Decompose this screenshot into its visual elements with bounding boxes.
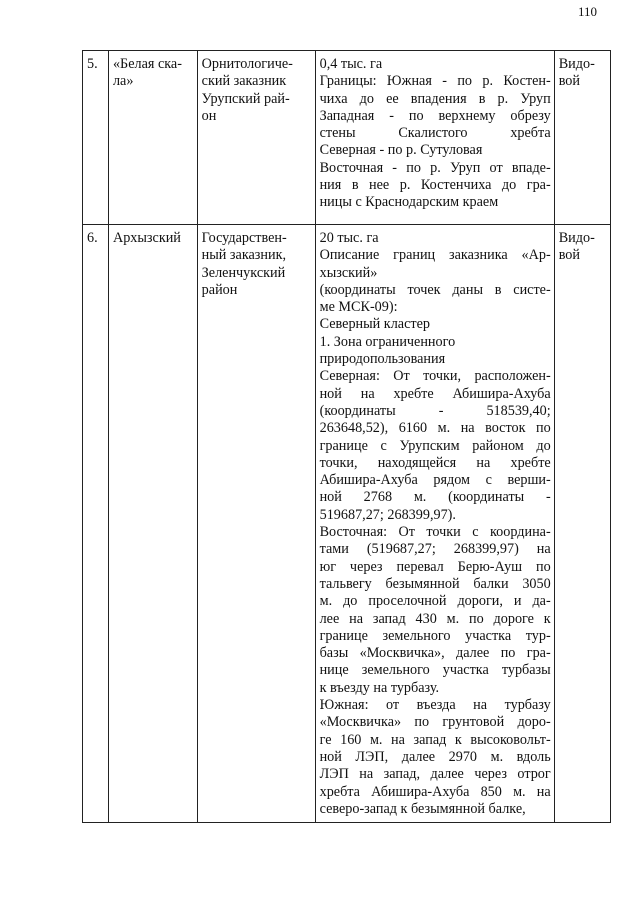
- description-line: ной 2768 м. (координаты -: [319, 489, 551, 506]
- row-number-cell: [83, 225, 109, 823]
- description-line: лее на запад 430 м. по дороге к: [319, 610, 551, 627]
- description-line: базы «Москвичка», далее по гра-: [319, 645, 551, 662]
- description-line: ге 160 м. на запад к высоковольт-: [319, 731, 551, 748]
- type-line: ный заказник,: [201, 247, 287, 264]
- description-line: Восточная - по р. Уруп от впаде-: [319, 159, 551, 176]
- name-line: Архызский: [112, 230, 181, 246]
- description-line: Границы: Южная - по р. Костен-: [319, 73, 551, 90]
- description-cell: [315, 51, 554, 225]
- description-line: Северная - по р. Сутуловая: [319, 142, 483, 159]
- description-line: стены Скалистого хребта: [319, 125, 551, 142]
- name-line: «Белая ска-: [112, 56, 182, 72]
- description-line: 519687,27; 268399,97).: [319, 506, 456, 523]
- type-line: Зеленчукский: [201, 264, 286, 281]
- significance-line: вой: [558, 247, 580, 264]
- type-line: ский заказник: [201, 73, 287, 90]
- description-line: Абишира-Ахуба рядом с верши-: [319, 472, 551, 489]
- description-line: 263648,52), 6160 м. на восток по: [319, 420, 551, 437]
- significance-line: Видо-: [558, 56, 595, 72]
- description-line: тальвегу безымянной балки 3050: [319, 575, 551, 592]
- description-line: хребта Абишира-Ахуба 850 м. на: [319, 783, 551, 800]
- type-line: Государствен-: [201, 230, 287, 246]
- description-line: границе с Урупским районом до: [319, 437, 551, 454]
- description-line: тами (519687,27; 268399,97) на: [319, 541, 551, 558]
- reserve-type-cell: [197, 51, 315, 225]
- name-line: ла»: [112, 73, 134, 90]
- description-line: м. до проселочной дороги, и да-: [319, 593, 551, 610]
- description-line: Описание границ заказника «Ар-: [319, 247, 551, 264]
- type-line: он: [201, 107, 217, 124]
- row-number-cell: [83, 51, 109, 225]
- description-line: юг через перевал Берю-Ауш по: [319, 558, 551, 575]
- type-line: Урупский рай-: [201, 90, 290, 107]
- description-line: нице земельного участка турбазы: [319, 662, 551, 679]
- description-line: северо-запад к безымянной балке,: [319, 800, 526, 817]
- description-line: 1. Зона ограниченного: [319, 333, 456, 350]
- page-number: 110: [578, 4, 598, 19]
- description-line: границе земельного участка тур-: [319, 627, 551, 644]
- description-line: Восточная: От точки с координа-: [319, 524, 551, 541]
- description-line: «Москвичка» по грунтовой доро-: [319, 714, 551, 731]
- description-line: ницы с Краснодарским краем: [319, 194, 499, 211]
- significance-line: вой: [558, 73, 580, 90]
- description-line: (координаты точек даны в систе-: [319, 281, 551, 298]
- significance-cell: [554, 51, 610, 225]
- description-line: ме МСК-09):: [319, 299, 398, 316]
- description-line: к въезду на турбазу.: [319, 679, 440, 696]
- description-line: (координаты - 518539,40;: [319, 402, 551, 419]
- significance-cell: [554, 225, 610, 823]
- description-line: 0,4 тыс. га: [319, 56, 383, 72]
- description-line: Западная - по верхнему обрезу: [319, 107, 551, 124]
- description-line: Южная: от въезда на турбазу: [319, 697, 551, 714]
- description-cell: [315, 225, 554, 823]
- description-line: природопользования: [319, 351, 446, 368]
- description-line: ной ЛЭП, далее 2970 м. вдоль: [319, 748, 551, 765]
- description-line: точки, находящейся на хребте: [319, 454, 551, 471]
- type-line: район: [201, 281, 238, 298]
- description-line: чиха до ее впадения в р. Уруп: [319, 90, 551, 107]
- reserves-table: [82, 50, 611, 823]
- description-line: ния в нее р. Костенчиха до гра-: [319, 177, 551, 194]
- table-row: [83, 51, 611, 225]
- description-line: 20 тыс. га: [319, 230, 379, 246]
- reserve-name-cell: [108, 225, 197, 823]
- row-number: 6.: [87, 230, 98, 246]
- description-line: хызский»: [319, 264, 378, 281]
- row-number: 5.: [87, 56, 98, 72]
- description-line: Северная: От точки, расположен-: [319, 368, 551, 385]
- type-line: Орнитологиче-: [201, 56, 293, 72]
- table-row: [83, 225, 611, 823]
- table-body: [83, 51, 611, 823]
- description-line: ЛЭП на запад, далее через отрог: [319, 766, 551, 783]
- description-line: Северный кластер: [319, 316, 430, 333]
- significance-line: Видо-: [558, 230, 595, 246]
- description-line: ной на хребте Абишира-Ахуба: [319, 385, 551, 402]
- reserve-type-cell: [197, 225, 315, 823]
- reserve-name-cell: [108, 51, 197, 225]
